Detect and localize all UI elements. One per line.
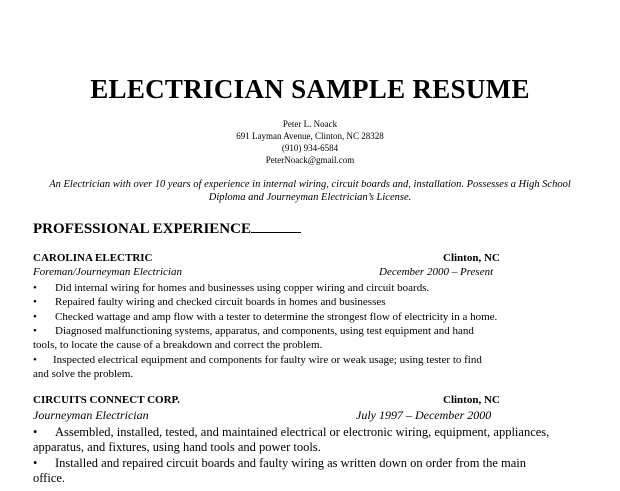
job-1-dates: December 2000 – Present	[379, 266, 494, 278]
contact-phone: (910) 934-6584	[281, 143, 339, 153]
job-1-company: CAROLINA ELECTRIC	[33, 252, 153, 264]
list-item: • Inspected electrical equipment and components for faulty wire or weak usage; using tester to find	[33, 354, 482, 366]
list-item-continuation: tools, to locate the cause of a breakdown and correct the problem.	[33, 339, 323, 351]
section-heading-experience	[33, 219, 301, 238]
list-item-continuation: apparatus, and fixtures, using hand tools and power tools.	[33, 440, 321, 454]
contact-name: Peter L. Noack	[282, 119, 338, 129]
contact-address: 691 Layman Avenue, Clinton, NC 28328	[236, 131, 384, 141]
list-item: • Assembled, installed, tested, and maintained electrical or electronic wiring, equipment, appliances,	[33, 425, 550, 439]
section-heading-text: PROFESSIONAL EXPERIENCE	[33, 221, 251, 237]
job-1-header	[33, 252, 573, 264]
job-2-location: Clinton, NC	[443, 394, 500, 406]
job-2-role: Journeyman Electrician	[33, 408, 149, 422]
job-2-dates: July 1997 – December 2000	[356, 408, 492, 422]
contact-email: PeterNoack@gmail.com	[265, 155, 355, 165]
list-item-continuation: and solve the problem.	[33, 368, 134, 380]
job-1-subheader	[33, 266, 573, 278]
heading-underline	[251, 219, 301, 233]
summary-text: An Electrician with over 10 years of experience in internal wiring, circuit boards and, installation. Possesses a High School Diploma and Journeyman Electrician’s License.	[49, 179, 571, 203]
list-item: • Did internal wiring for homes and businesses using copper wiring and circuit boards.	[33, 282, 430, 294]
list-item: • Installed and repaired circuit boards and faulty wiring as written down on order from the main	[33, 456, 527, 470]
job-1-role: Foreman/Journeyman Electrician	[33, 266, 182, 278]
list-item: • Diagnosed malfunctioning systems, apparatus, and components, using test equipment and hand	[33, 325, 474, 337]
job-2-company: CIRCUITS CONNECT CORP.	[33, 394, 181, 406]
job-1-location: Clinton, NC	[443, 252, 500, 264]
list-item: • Checked wattage and amp flow with a tester to determine the strongest flow of electricity in a home.	[33, 311, 498, 323]
resume-title: ELECTRICIAN SAMPLE RESUME	[90, 74, 530, 104]
job-2-header	[33, 394, 573, 406]
list-item: • Repaired faulty wiring and checked circuit boards in homes and businesses	[33, 296, 386, 308]
list-item-continuation: office.	[33, 471, 66, 485]
job-2-subheader	[33, 408, 573, 423]
